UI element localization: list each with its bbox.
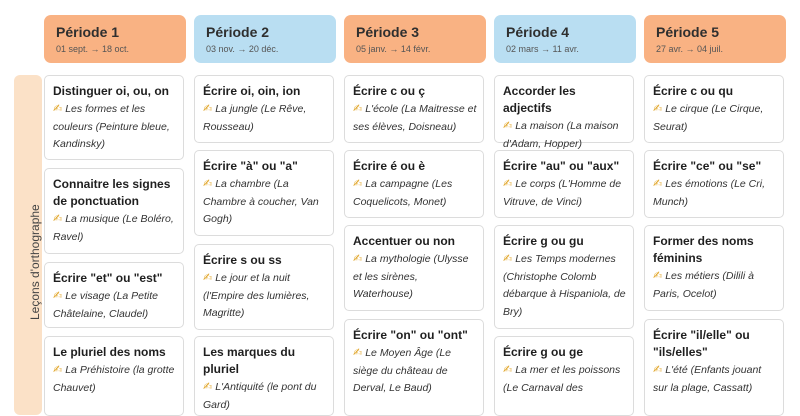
lesson-title: Écrire c ou qu bbox=[653, 84, 734, 98]
lesson-card[interactable] bbox=[494, 75, 634, 150]
period-name: Période 2 bbox=[206, 24, 270, 40]
lesson-card[interactable] bbox=[494, 150, 634, 218]
lesson-title: Écrire g ou ge bbox=[503, 345, 584, 359]
pencil-icon: ✍ bbox=[653, 178, 663, 190]
period-name: Période 3 bbox=[356, 24, 420, 40]
lesson-card[interactable] bbox=[44, 336, 184, 416]
lesson-title: Écrire g ou gu bbox=[503, 234, 584, 248]
lesson-title: Distinguer oi, ou, on bbox=[53, 84, 169, 98]
period-name: Période 1 bbox=[56, 24, 120, 40]
lesson-card[interactable] bbox=[644, 75, 784, 143]
lesson-title: Écrire s ou ss bbox=[203, 253, 282, 267]
lesson-card[interactable] bbox=[644, 225, 784, 311]
pencil-icon: ✍ bbox=[653, 103, 663, 115]
lesson-theme: Les émotions (Le Cri, Munch) bbox=[653, 178, 766, 208]
lesson-card[interactable] bbox=[194, 244, 334, 330]
lesson-theme: Le corps (L'Homme de Vitruve, de Vinci) bbox=[503, 178, 622, 208]
lesson-title: Écrire "et" ou "est" bbox=[53, 271, 163, 285]
period-dates: 01 sept. → 18 oct. bbox=[56, 44, 130, 54]
pencil-icon: ✍ bbox=[203, 381, 213, 393]
pencil-icon: ✍ bbox=[353, 178, 363, 190]
pencil-icon: ✍ bbox=[353, 103, 363, 115]
lesson-card[interactable] bbox=[644, 150, 784, 218]
lesson-title: Écrire "ce" ou "se" bbox=[653, 159, 762, 173]
lesson-theme: La mer et les poissons (Le Carnaval des bbox=[503, 364, 621, 394]
lesson-card[interactable] bbox=[44, 75, 184, 160]
pencil-icon: ✍ bbox=[503, 178, 513, 190]
lesson-title: Écrire "il/elle" ou "ils/elles" bbox=[653, 328, 750, 359]
period-header-3[interactable] bbox=[344, 15, 486, 63]
lesson-card[interactable] bbox=[344, 75, 484, 143]
pencil-icon: ✍ bbox=[503, 253, 513, 265]
pencil-icon: ✍ bbox=[503, 364, 513, 376]
lesson-theme: La Préhistoire (la grotte Chauvet) bbox=[53, 364, 175, 394]
lesson-theme: Le Moyen Âge (Le siège du château de Derval, Le Baud) bbox=[353, 347, 452, 394]
pencil-icon: ✍ bbox=[53, 213, 63, 225]
lesson-theme: La maison (La maison d'Adam, Hopper) bbox=[503, 120, 619, 150]
lesson-card[interactable] bbox=[44, 262, 184, 328]
lesson-card[interactable] bbox=[644, 319, 784, 416]
period-header-4[interactable] bbox=[494, 15, 636, 63]
lesson-theme: Le jour et la nuit (l'Empire des lumières, Magritte) bbox=[203, 272, 310, 319]
period-name: Période 4 bbox=[506, 24, 570, 40]
lesson-title: Écrire "à" ou "a" bbox=[203, 159, 298, 173]
period-dates: 02 mars → 11 avr. bbox=[506, 44, 579, 54]
lesson-card[interactable] bbox=[344, 319, 484, 416]
section-label: Leçons d'orthographe bbox=[28, 204, 42, 320]
lesson-theme: Le visage (La Petite Châtelaine, Claudel) bbox=[53, 290, 159, 320]
lesson-card[interactable] bbox=[194, 336, 334, 416]
period-name: Période 5 bbox=[656, 24, 720, 40]
period-dates: 27 avr. → 04 juil. bbox=[656, 44, 724, 54]
lesson-title: Accorder les adjectifs bbox=[503, 84, 576, 115]
lesson-title: Accentuer ou non bbox=[353, 234, 456, 248]
pencil-icon: ✍ bbox=[503, 120, 513, 132]
lesson-title: Écrire oi, oin, ion bbox=[203, 84, 301, 98]
lesson-theme: Les Temps modernes (Christophe Colomb débarque à Hispaniola, de Bry) bbox=[503, 253, 626, 318]
pencil-icon: ✍ bbox=[653, 364, 663, 376]
lesson-theme: La jungle (Le Rêve, Rousseau) bbox=[203, 103, 307, 133]
lesson-theme: La campagne (Les Coquelicots, Monet) bbox=[353, 178, 453, 208]
lesson-title: Former des noms féminins bbox=[653, 234, 754, 265]
lesson-theme: Le cirque (Le Cirque, Seurat) bbox=[653, 103, 764, 133]
pencil-icon: ✍ bbox=[203, 103, 213, 115]
lesson-card[interactable] bbox=[494, 336, 634, 416]
pencil-icon: ✍ bbox=[653, 270, 663, 282]
pencil-icon: ✍ bbox=[203, 272, 213, 284]
period-header-1[interactable] bbox=[44, 15, 186, 63]
pencil-icon: ✍ bbox=[53, 103, 63, 115]
lesson-theme: La mythologie (Ulysse et les sirènes, Waterhouse) bbox=[353, 253, 469, 300]
lesson-card[interactable] bbox=[344, 225, 484, 311]
lesson-title: Écrire "on" ou "ont" bbox=[353, 328, 468, 342]
pencil-icon: ✍ bbox=[353, 253, 363, 265]
lesson-card[interactable] bbox=[494, 225, 634, 329]
lesson-theme: La musique (Le Boléro, Ravel) bbox=[53, 213, 174, 243]
lesson-theme: L'école (La Maitresse et ses élèves, Doisneau) bbox=[353, 103, 477, 133]
period-dates: 03 nov. → 20 déc. bbox=[206, 44, 279, 54]
lesson-title: Connaitre les signes de ponctuation bbox=[53, 177, 171, 208]
lesson-title: Le pluriel des noms bbox=[53, 345, 166, 359]
lesson-title: Les marques du pluriel bbox=[203, 345, 296, 376]
lesson-title: Écrire "au" ou "aux" bbox=[503, 159, 620, 173]
lesson-card[interactable] bbox=[194, 150, 334, 236]
lesson-card[interactable] bbox=[44, 168, 184, 254]
lesson-title: Écrire c ou ç bbox=[353, 84, 426, 98]
lesson-theme: L'Antiquité (le pont du Gard) bbox=[203, 381, 317, 411]
lesson-card[interactable] bbox=[194, 75, 334, 143]
period-header-5[interactable] bbox=[644, 15, 786, 63]
lesson-card[interactable] bbox=[344, 150, 484, 218]
lesson-theme: Les formes et les couleurs (Peinture bleue, Kandinsky) bbox=[53, 103, 170, 150]
lesson-theme: Les métiers (Dilili à Paris, Ocelot) bbox=[653, 270, 754, 300]
pencil-icon: ✍ bbox=[203, 178, 213, 190]
period-dates: 05 janv. → 14 févr. bbox=[356, 44, 431, 54]
lesson-theme: L'été (Enfants jouant sur la plage, Cassatt) bbox=[653, 364, 762, 394]
lesson-theme: La chambre (La Chambre à coucher, Van Gogh) bbox=[203, 178, 319, 225]
pencil-icon: ✍ bbox=[53, 290, 63, 302]
pencil-icon: ✍ bbox=[53, 364, 63, 376]
lesson-title: Écrire é ou è bbox=[353, 159, 426, 173]
period-header-2[interactable] bbox=[194, 15, 336, 63]
pencil-icon: ✍ bbox=[353, 347, 363, 359]
